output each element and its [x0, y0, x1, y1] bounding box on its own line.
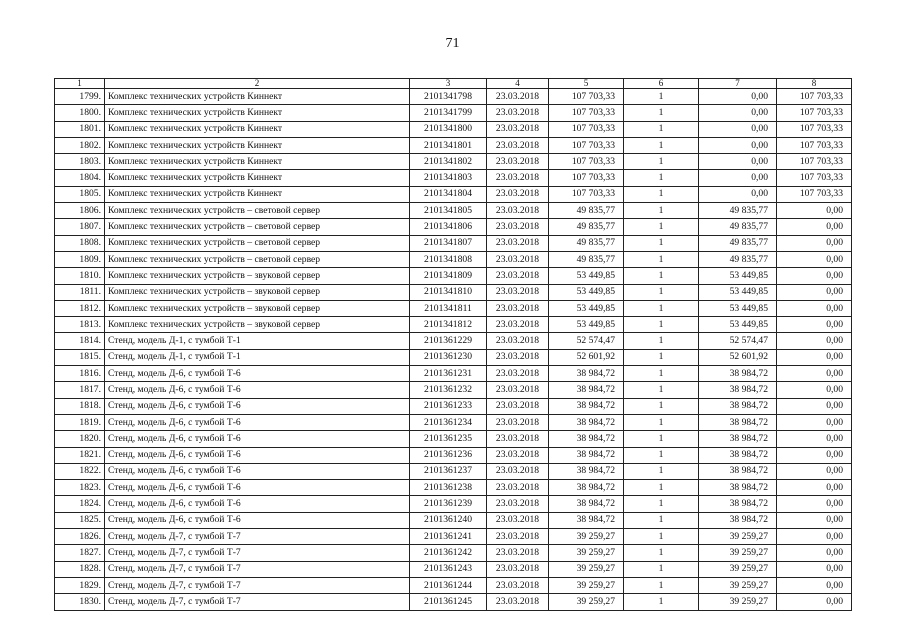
- table-header-row: [55, 79, 852, 89]
- inventory-number-cell: 2101341798: [410, 89, 487, 105]
- row-number-cell: 1820.: [55, 431, 105, 447]
- row-number-cell: 1804.: [55, 170, 105, 186]
- inventory-number-cell: 2101361240: [410, 512, 487, 528]
- quantity-cell: 1: [624, 463, 699, 479]
- inventory-number-cell: 2101361231: [410, 366, 487, 382]
- row-number-cell: 1814.: [55, 333, 105, 349]
- row-number-cell: 1803.: [55, 154, 105, 170]
- quantity-cell: 1: [624, 414, 699, 430]
- row-number-cell: 1808.: [55, 235, 105, 251]
- cost-cell: 49 835,77: [549, 235, 624, 251]
- item-name-cell: Стенд, модель Д-6, с тумбой Т-6: [105, 398, 410, 414]
- residual-value-cell: 107 703,33: [777, 170, 852, 186]
- cost-cell: 53 449,85: [549, 268, 624, 284]
- depreciation-cell: 49 835,77: [699, 235, 777, 251]
- residual-value-cell: 0,00: [777, 561, 852, 577]
- quantity-cell: 1: [624, 398, 699, 414]
- quantity-cell: 1: [624, 366, 699, 382]
- depreciation-cell: 38 984,72: [699, 414, 777, 430]
- page-number: 71: [445, 36, 460, 51]
- residual-value-cell: 107 703,33: [777, 154, 852, 170]
- item-name-cell: Комплекс технических устройств Киннект: [105, 121, 410, 137]
- inventory-number-cell: 2101361229: [410, 333, 487, 349]
- quantity-cell: 1: [624, 89, 699, 105]
- depreciation-cell: 0,00: [699, 170, 777, 186]
- inventory-number-cell: 2101361232: [410, 382, 487, 398]
- residual-value-cell: 107 703,33: [777, 121, 852, 137]
- cost-cell: 38 984,72: [549, 496, 624, 512]
- residual-value-cell: 0,00: [777, 496, 852, 512]
- quantity-cell: 1: [624, 496, 699, 512]
- residual-value-cell: 0,00: [777, 317, 852, 333]
- quantity-cell: 1: [624, 447, 699, 463]
- row-number-cell: 1818.: [55, 398, 105, 414]
- item-name-cell: Комплекс технических устройств – звуковой сервер: [105, 300, 410, 316]
- table-row: [55, 89, 852, 105]
- date-cell: 23.03.2018: [487, 594, 549, 610]
- quantity-cell: 1: [624, 235, 699, 251]
- item-name-cell: Комплекс технических устройств – световой сервер: [105, 219, 410, 235]
- depreciation-cell: 53 449,85: [699, 268, 777, 284]
- quantity-cell: 1: [624, 121, 699, 137]
- date-cell: 23.03.2018: [487, 382, 549, 398]
- table-row: [55, 121, 852, 137]
- inventory-number-cell: 2101361238: [410, 480, 487, 496]
- inventory-number-cell: 2101361233: [410, 398, 487, 414]
- residual-value-cell: 0,00: [777, 366, 852, 382]
- cost-cell: 107 703,33: [549, 89, 624, 105]
- inventory-number-cell: 2101341810: [410, 284, 487, 300]
- table-row: [55, 529, 852, 545]
- quantity-cell: 1: [624, 219, 699, 235]
- depreciation-cell: 49 835,77: [699, 251, 777, 267]
- cost-cell: 38 984,72: [549, 414, 624, 430]
- table-row: [55, 235, 852, 251]
- item-name-cell: Комплекс технических устройств – световой сервер: [105, 203, 410, 219]
- inventory-number-cell: 2101341799: [410, 105, 487, 121]
- row-number-cell: 1830.: [55, 594, 105, 610]
- cost-cell: 107 703,33: [549, 186, 624, 202]
- row-number-cell: 1816.: [55, 366, 105, 382]
- cost-cell: 53 449,85: [549, 300, 624, 316]
- depreciation-cell: 38 984,72: [699, 463, 777, 479]
- residual-value-cell: 107 703,33: [777, 186, 852, 202]
- column-number-header: 1: [55, 79, 105, 89]
- date-cell: 23.03.2018: [487, 300, 549, 316]
- date-cell: 23.03.2018: [487, 268, 549, 284]
- date-cell: 23.03.2018: [487, 496, 549, 512]
- depreciation-cell: 38 984,72: [699, 512, 777, 528]
- table-row: [55, 382, 852, 398]
- inventory-number-cell: 2101361239: [410, 496, 487, 512]
- depreciation-cell: 0,00: [699, 186, 777, 202]
- row-number-cell: 1817.: [55, 382, 105, 398]
- inventory-number-cell: 2101341808: [410, 251, 487, 267]
- inventory-number-cell: 2101361241: [410, 529, 487, 545]
- row-number-cell: 1811.: [55, 284, 105, 300]
- table-row: [55, 154, 852, 170]
- cost-cell: 107 703,33: [549, 154, 624, 170]
- item-name-cell: Комплекс технических устройств – звуковой сервер: [105, 268, 410, 284]
- item-name-cell: Стенд, модель Д-6, с тумбой Т-6: [105, 512, 410, 528]
- item-name-cell: Стенд, модель Д-6, с тумбой Т-6: [105, 431, 410, 447]
- row-number-cell: 1809.: [55, 251, 105, 267]
- row-number-cell: 1822.: [55, 463, 105, 479]
- depreciation-cell: 38 984,72: [699, 431, 777, 447]
- residual-value-cell: 0,00: [777, 577, 852, 593]
- item-name-cell: Комплекс технических устройств Киннект: [105, 137, 410, 153]
- date-cell: 23.03.2018: [487, 398, 549, 414]
- date-cell: 23.03.2018: [487, 545, 549, 561]
- row-number-cell: 1824.: [55, 496, 105, 512]
- depreciation-cell: 52 574,47: [699, 333, 777, 349]
- cost-cell: 38 984,72: [549, 480, 624, 496]
- row-number-cell: 1821.: [55, 447, 105, 463]
- table-row: [55, 349, 852, 365]
- date-cell: 23.03.2018: [487, 170, 549, 186]
- column-number-header: 2: [105, 79, 410, 89]
- depreciation-cell: 38 984,72: [699, 496, 777, 512]
- column-number-header: 8: [777, 79, 852, 89]
- inventory-number-cell: 2101341804: [410, 186, 487, 202]
- table-row: [55, 577, 852, 593]
- cost-cell: 49 835,77: [549, 203, 624, 219]
- item-name-cell: Стенд, модель Д-6, с тумбой Т-6: [105, 447, 410, 463]
- item-name-cell: Комплекс технических устройств – звуковой сервер: [105, 317, 410, 333]
- inventory-number-cell: 2101361234: [410, 414, 487, 430]
- date-cell: 23.03.2018: [487, 577, 549, 593]
- quantity-cell: 1: [624, 203, 699, 219]
- date-cell: 23.03.2018: [487, 366, 549, 382]
- column-number-header: 6: [624, 79, 699, 89]
- cost-cell: 38 984,72: [549, 366, 624, 382]
- depreciation-cell: 52 601,92: [699, 349, 777, 365]
- cost-cell: 38 984,72: [549, 382, 624, 398]
- depreciation-cell: 0,00: [699, 89, 777, 105]
- item-name-cell: Стенд, модель Д-7, с тумбой Т-7: [105, 577, 410, 593]
- depreciation-cell: 0,00: [699, 121, 777, 137]
- inventory-number-cell: 2101341805: [410, 203, 487, 219]
- item-name-cell: Стенд, модель Д-6, с тумбой Т-6: [105, 463, 410, 479]
- table-row: [55, 251, 852, 267]
- cost-cell: 38 984,72: [549, 463, 624, 479]
- depreciation-cell: 49 835,77: [699, 203, 777, 219]
- inventory-number-cell: 2101361242: [410, 545, 487, 561]
- date-cell: 23.03.2018: [487, 431, 549, 447]
- quantity-cell: 1: [624, 105, 699, 121]
- quantity-cell: 1: [624, 349, 699, 365]
- inventory-number-cell: 2101341812: [410, 317, 487, 333]
- date-cell: 23.03.2018: [487, 512, 549, 528]
- table-row: [55, 431, 852, 447]
- depreciation-cell: 38 984,72: [699, 398, 777, 414]
- table-row: [55, 463, 852, 479]
- date-cell: 23.03.2018: [487, 203, 549, 219]
- residual-value-cell: 0,00: [777, 431, 852, 447]
- quantity-cell: 1: [624, 594, 699, 610]
- column-number-header: 4: [487, 79, 549, 89]
- row-number-cell: 1806.: [55, 203, 105, 219]
- date-cell: 23.03.2018: [487, 414, 549, 430]
- item-name-cell: Стенд, модель Д-6, с тумбой Т-6: [105, 382, 410, 398]
- residual-value-cell: 0,00: [777, 512, 852, 528]
- quantity-cell: 1: [624, 333, 699, 349]
- row-number-cell: 1826.: [55, 529, 105, 545]
- date-cell: 23.03.2018: [487, 333, 549, 349]
- depreciation-cell: 53 449,85: [699, 300, 777, 316]
- table-row: [55, 137, 852, 153]
- depreciation-cell: 0,00: [699, 137, 777, 153]
- residual-value-cell: 0,00: [777, 382, 852, 398]
- table-row: [55, 414, 852, 430]
- row-number-cell: 1825.: [55, 512, 105, 528]
- row-number-cell: 1827.: [55, 545, 105, 561]
- residual-value-cell: 0,00: [777, 447, 852, 463]
- quantity-cell: 1: [624, 561, 699, 577]
- cost-cell: 53 449,85: [549, 317, 624, 333]
- depreciation-cell: 38 984,72: [699, 382, 777, 398]
- item-name-cell: Стенд, модель Д-7, с тумбой Т-7: [105, 594, 410, 610]
- quantity-cell: 1: [624, 480, 699, 496]
- inventory-number-cell: 2101361236: [410, 447, 487, 463]
- row-number-cell: 1828.: [55, 561, 105, 577]
- residual-value-cell: 0,00: [777, 268, 852, 284]
- date-cell: 23.03.2018: [487, 251, 549, 267]
- depreciation-cell: 39 259,27: [699, 594, 777, 610]
- table-row: [55, 333, 852, 349]
- quantity-cell: 1: [624, 137, 699, 153]
- item-name-cell: Стенд, модель Д-7, с тумбой Т-7: [105, 545, 410, 561]
- inventory-number-cell: 2101361235: [410, 431, 487, 447]
- inventory-number-cell: 2101361243: [410, 561, 487, 577]
- quantity-cell: 1: [624, 170, 699, 186]
- quantity-cell: 1: [624, 251, 699, 267]
- inventory-number-cell: 2101361237: [410, 463, 487, 479]
- column-number-header: 3: [410, 79, 487, 89]
- table-row: [55, 317, 852, 333]
- row-number-cell: 1802.: [55, 137, 105, 153]
- row-number-cell: 1819.: [55, 414, 105, 430]
- quantity-cell: 1: [624, 154, 699, 170]
- item-name-cell: Стенд, модель Д-7, с тумбой Т-7: [105, 561, 410, 577]
- date-cell: 23.03.2018: [487, 447, 549, 463]
- cost-cell: 107 703,33: [549, 105, 624, 121]
- row-number-cell: 1800.: [55, 105, 105, 121]
- cost-cell: 39 259,27: [549, 529, 624, 545]
- inventory-number-cell: 2101361244: [410, 577, 487, 593]
- quantity-cell: 1: [624, 545, 699, 561]
- depreciation-cell: 53 449,85: [699, 317, 777, 333]
- cost-cell: 49 835,77: [549, 219, 624, 235]
- quantity-cell: 1: [624, 186, 699, 202]
- inventory-number-cell: 2101341800: [410, 121, 487, 137]
- residual-value-cell: 0,00: [777, 284, 852, 300]
- cost-cell: 49 835,77: [549, 251, 624, 267]
- row-number-cell: 1805.: [55, 186, 105, 202]
- item-name-cell: Стенд, модель Д-6, с тумбой Т-6: [105, 496, 410, 512]
- quantity-cell: 1: [624, 382, 699, 398]
- row-number-cell: 1823.: [55, 480, 105, 496]
- quantity-cell: 1: [624, 529, 699, 545]
- date-cell: 23.03.2018: [487, 89, 549, 105]
- table-row: [55, 300, 852, 316]
- row-number-cell: 1801.: [55, 121, 105, 137]
- depreciation-cell: 0,00: [699, 105, 777, 121]
- cost-cell: 107 703,33: [549, 137, 624, 153]
- inventory-number-cell: 2101341809: [410, 268, 487, 284]
- residual-value-cell: 0,00: [777, 333, 852, 349]
- cost-cell: 52 601,92: [549, 349, 624, 365]
- table-row: [55, 512, 852, 528]
- residual-value-cell: 0,00: [777, 398, 852, 414]
- row-number-cell: 1810.: [55, 268, 105, 284]
- item-name-cell: Стенд, модель Д-6, с тумбой Т-6: [105, 414, 410, 430]
- date-cell: 23.03.2018: [487, 284, 549, 300]
- table-row: [55, 447, 852, 463]
- inventory-number-cell: 2101341802: [410, 154, 487, 170]
- item-name-cell: Комплекс технических устройств Киннект: [105, 154, 410, 170]
- date-cell: 23.03.2018: [487, 105, 549, 121]
- inventory-number-cell: 2101341806: [410, 219, 487, 235]
- table-row: [55, 219, 852, 235]
- residual-value-cell: 0,00: [777, 414, 852, 430]
- table-row: [55, 105, 852, 121]
- table-row: [55, 496, 852, 512]
- depreciation-cell: 53 449,85: [699, 284, 777, 300]
- inventory-number-cell: 2101361230: [410, 349, 487, 365]
- cost-cell: 107 703,33: [549, 121, 624, 137]
- residual-value-cell: 107 703,33: [777, 137, 852, 153]
- depreciation-cell: 38 984,72: [699, 480, 777, 496]
- table-row: [55, 186, 852, 202]
- item-name-cell: Комплекс технических устройств – звуковой сервер: [105, 284, 410, 300]
- depreciation-cell: 38 984,72: [699, 447, 777, 463]
- date-cell: 23.03.2018: [487, 480, 549, 496]
- quantity-cell: 1: [624, 512, 699, 528]
- table-row: [55, 398, 852, 414]
- cost-cell: 39 259,27: [549, 594, 624, 610]
- residual-value-cell: 0,00: [777, 203, 852, 219]
- table-row: [55, 366, 852, 382]
- item-name-cell: Комплекс технических устройств Киннект: [105, 186, 410, 202]
- depreciation-cell: 0,00: [699, 154, 777, 170]
- column-number-header: 5: [549, 79, 624, 89]
- item-name-cell: Комплекс технических устройств Киннект: [105, 170, 410, 186]
- residual-value-cell: 0,00: [777, 545, 852, 561]
- item-name-cell: Комплекс технических устройств Киннект: [105, 89, 410, 105]
- cost-cell: 107 703,33: [549, 170, 624, 186]
- item-name-cell: Комплекс технических устройств – световой сервер: [105, 235, 410, 251]
- residual-value-cell: 107 703,33: [777, 89, 852, 105]
- inventory-number-cell: 2101341811: [410, 300, 487, 316]
- inventory-number-cell: 2101341801: [410, 137, 487, 153]
- date-cell: 23.03.2018: [487, 219, 549, 235]
- depreciation-cell: 39 259,27: [699, 561, 777, 577]
- cost-cell: 39 259,27: [549, 545, 624, 561]
- quantity-cell: 1: [624, 300, 699, 316]
- cost-cell: 39 259,27: [549, 577, 624, 593]
- item-name-cell: Стенд, модель Д-1, с тумбой Т-1: [105, 333, 410, 349]
- residual-value-cell: 0,00: [777, 251, 852, 267]
- table-row: [55, 480, 852, 496]
- row-number-cell: 1807.: [55, 219, 105, 235]
- date-cell: 23.03.2018: [487, 235, 549, 251]
- quantity-cell: 1: [624, 268, 699, 284]
- table-row: [55, 268, 852, 284]
- column-number-header: 7: [699, 79, 777, 89]
- item-name-cell: Комплекс технических устройств Киннект: [105, 105, 410, 121]
- date-cell: 23.03.2018: [487, 317, 549, 333]
- residual-value-cell: 107 703,33: [777, 105, 852, 121]
- table-row: [55, 170, 852, 186]
- date-cell: 23.03.2018: [487, 154, 549, 170]
- inventory-number-cell: 2101361245: [410, 594, 487, 610]
- table-row: [55, 561, 852, 577]
- depreciation-cell: 49 835,77: [699, 219, 777, 235]
- residual-value-cell: 0,00: [777, 529, 852, 545]
- asset-table: [54, 78, 852, 611]
- cost-cell: 52 574,47: [549, 333, 624, 349]
- date-cell: 23.03.2018: [487, 561, 549, 577]
- item-name-cell: Стенд, модель Д-6, с тумбой Т-6: [105, 366, 410, 382]
- table-row: [55, 203, 852, 219]
- residual-value-cell: 0,00: [777, 300, 852, 316]
- depreciation-cell: 39 259,27: [699, 577, 777, 593]
- residual-value-cell: 0,00: [777, 594, 852, 610]
- table-row: [55, 545, 852, 561]
- item-name-cell: Комплекс технических устройств – световой сервер: [105, 251, 410, 267]
- cost-cell: 38 984,72: [549, 512, 624, 528]
- residual-value-cell: 0,00: [777, 219, 852, 235]
- row-number-cell: 1812.: [55, 300, 105, 316]
- cost-cell: 38 984,72: [549, 398, 624, 414]
- depreciation-cell: 39 259,27: [699, 529, 777, 545]
- depreciation-cell: 39 259,27: [699, 545, 777, 561]
- date-cell: 23.03.2018: [487, 463, 549, 479]
- cost-cell: 38 984,72: [549, 431, 624, 447]
- table-row: [55, 284, 852, 300]
- item-name-cell: Стенд, модель Д-6, с тумбой Т-6: [105, 480, 410, 496]
- date-cell: 23.03.2018: [487, 121, 549, 137]
- row-number-cell: 1799.: [55, 89, 105, 105]
- row-number-cell: 1815.: [55, 349, 105, 365]
- quantity-cell: 1: [624, 284, 699, 300]
- table-row: [55, 594, 852, 610]
- inventory-number-cell: 2101341803: [410, 170, 487, 186]
- quantity-cell: 1: [624, 317, 699, 333]
- cost-cell: 53 449,85: [549, 284, 624, 300]
- date-cell: 23.03.2018: [487, 349, 549, 365]
- residual-value-cell: 0,00: [777, 349, 852, 365]
- date-cell: 23.03.2018: [487, 529, 549, 545]
- cost-cell: 38 984,72: [549, 447, 624, 463]
- quantity-cell: 1: [624, 431, 699, 447]
- row-number-cell: 1829.: [55, 577, 105, 593]
- residual-value-cell: 0,00: [777, 463, 852, 479]
- cost-cell: 39 259,27: [549, 561, 624, 577]
- item-name-cell: Стенд, модель Д-7, с тумбой Т-7: [105, 529, 410, 545]
- residual-value-cell: 0,00: [777, 480, 852, 496]
- item-name-cell: Стенд, модель Д-1, с тумбой Т-1: [105, 349, 410, 365]
- quantity-cell: 1: [624, 577, 699, 593]
- inventory-number-cell: 2101341807: [410, 235, 487, 251]
- date-cell: 23.03.2018: [487, 137, 549, 153]
- residual-value-cell: 0,00: [777, 235, 852, 251]
- date-cell: 23.03.2018: [487, 186, 549, 202]
- depreciation-cell: 38 984,72: [699, 366, 777, 382]
- row-number-cell: 1813.: [55, 317, 105, 333]
